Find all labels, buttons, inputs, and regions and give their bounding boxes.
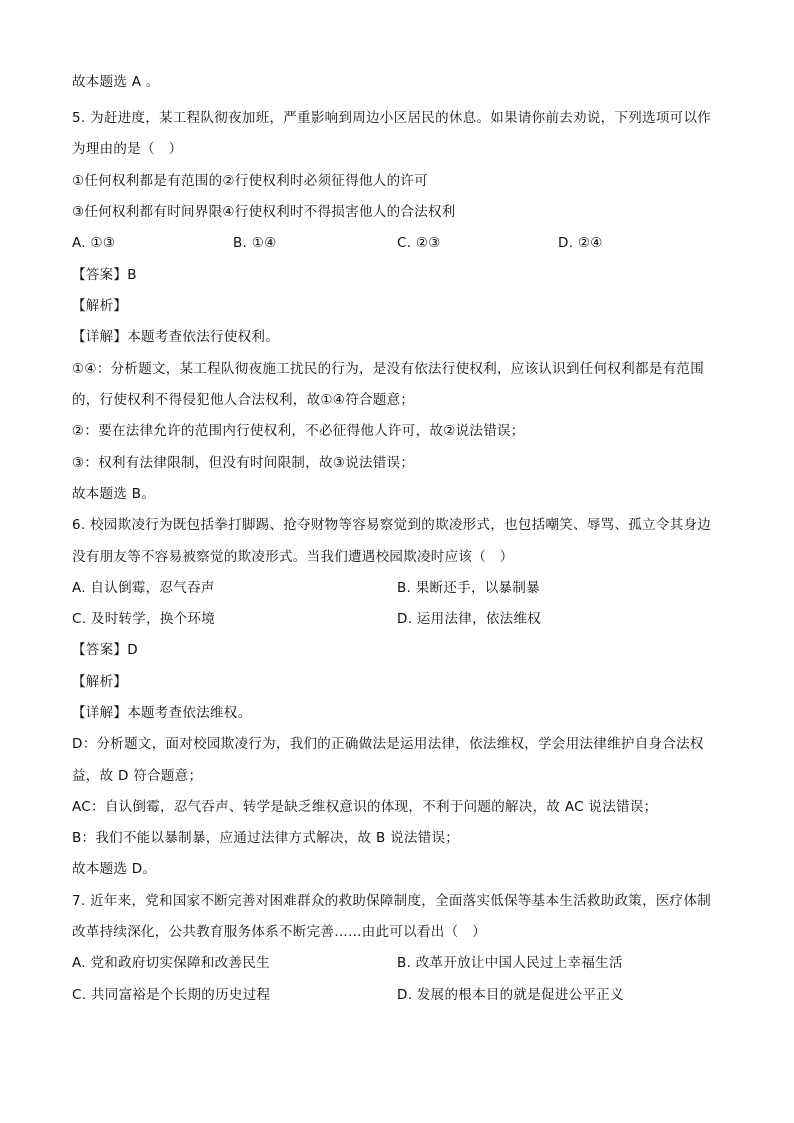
q6-explanation-1-line-1: D：分析题文，面对校园欺凌行为，我们的正确做法是运用法律，依法维权，学会用法律维护自身合法权 (72, 736, 704, 752)
q6-detail: 【详解】本题考查依法维权。 (72, 705, 252, 721)
q5-analysis-title: 【解析】 (72, 298, 128, 314)
q5-option-d: D. ②④ (558, 235, 603, 251)
q7-option-c: C. 共同富裕是个长期的历史过程 (72, 987, 271, 1003)
q7-stem-line-1: 7. 近年来，党和国家不断完善对困难群众的救助保障制度，全面落实低保等基本生活救助政策，医疗体制 (72, 893, 712, 909)
q7-option-a: A. 党和政府切实保障和改善民生 (72, 955, 270, 971)
q5-statement-line-2: ③任何权利都有时间界限④行使权利时不得损害他人的合法权利 (72, 204, 456, 220)
q6-option-c: C. 及时转学，换个环境 (72, 611, 216, 627)
q6-explanation-3: B：我们不能以暴制暴，应通过法律方式解决，故 B 说法错误； (72, 830, 460, 846)
q6-answer: 【答案】D (72, 642, 138, 658)
q5-stem-line-2: 为理由的是（ ） (72, 141, 183, 157)
q5-answer: 【答案】B (72, 267, 137, 283)
q5-option-c: C. ②③ (397, 235, 441, 251)
q6-explanation-2: AC：自认倒霉，忍气吞声、转学是缺乏维权意识的体现，不利于问题的解决，故 AC 说法错误； (72, 799, 658, 815)
q7-option-b: B. 改革开放让中国人民过上幸福生活 (397, 955, 623, 971)
q6-option-a: A. 自认倒霉，忍气吞声 (72, 580, 215, 596)
q5-stem-line-1: 5. 为赶进度，某工程队彻夜加班，严重影响到周边小区居民的休息。如果请你前去劝说，下列选项可以作 (72, 110, 712, 126)
q5-explanation-1-line-2: 的，行使权利不得侵犯他人合法权利，故①④符合题意； (72, 392, 415, 408)
q6-option-d: D. 运用法律，依法维权 (397, 611, 542, 627)
q6-conclusion: 故本题选 D。 (72, 861, 157, 877)
q5-option-a: A. ①③ (72, 235, 116, 251)
q5-statement-line-1: ①任何权利都是有范围的②行使权利时必须征得他人的许可 (72, 173, 429, 189)
previous-conclusion: 故本题选 A 。 (72, 74, 160, 90)
q6-stem-line-2: 没有朋友等不容易被察觉的欺凌形式。当我们遭遇校园欺凌时应该（ ） (72, 549, 514, 565)
q5-explanation-2: ②：要在法律允许的范围内行使权利，不必征得他人许可，故②说法错误； (72, 423, 525, 439)
q6-option-b: B. 果断还手，以暴制暴 (397, 580, 540, 596)
q7-stem-line-2: 改革持续深化，公共教育服务体系不断完善……由此可以看出（ ） (72, 924, 486, 940)
q6-stem-line-1: 6. 校园欺凌行为既包括拳打脚踢、抢夺财物等容易察觉到的欺凌形式，也包括嘲笑、辱骂、孤立令其身边 (72, 517, 712, 533)
q5-conclusion: 故本题选 B。 (72, 486, 156, 502)
q5-detail: 【详解】本题考查依法行使权利。 (72, 329, 279, 345)
q5-explanation-3: ③：权利有法律限制，但没有时间限制，故③说法错误； (72, 455, 415, 471)
q6-analysis-title: 【解析】 (72, 674, 128, 690)
q6-explanation-1-line-2: 益，故 D 符合题意； (72, 768, 203, 784)
q7-option-d: D. 发展的根本目的就是促进公平正义 (397, 987, 624, 1003)
q5-explanation-1-line-1: ①④：分析题文，某工程队彻夜施工扰民的行为，是没有依法行使权利，应该认识到任何权利都是有范围 (72, 361, 705, 377)
q5-option-b: B. ①④ (233, 235, 277, 251)
